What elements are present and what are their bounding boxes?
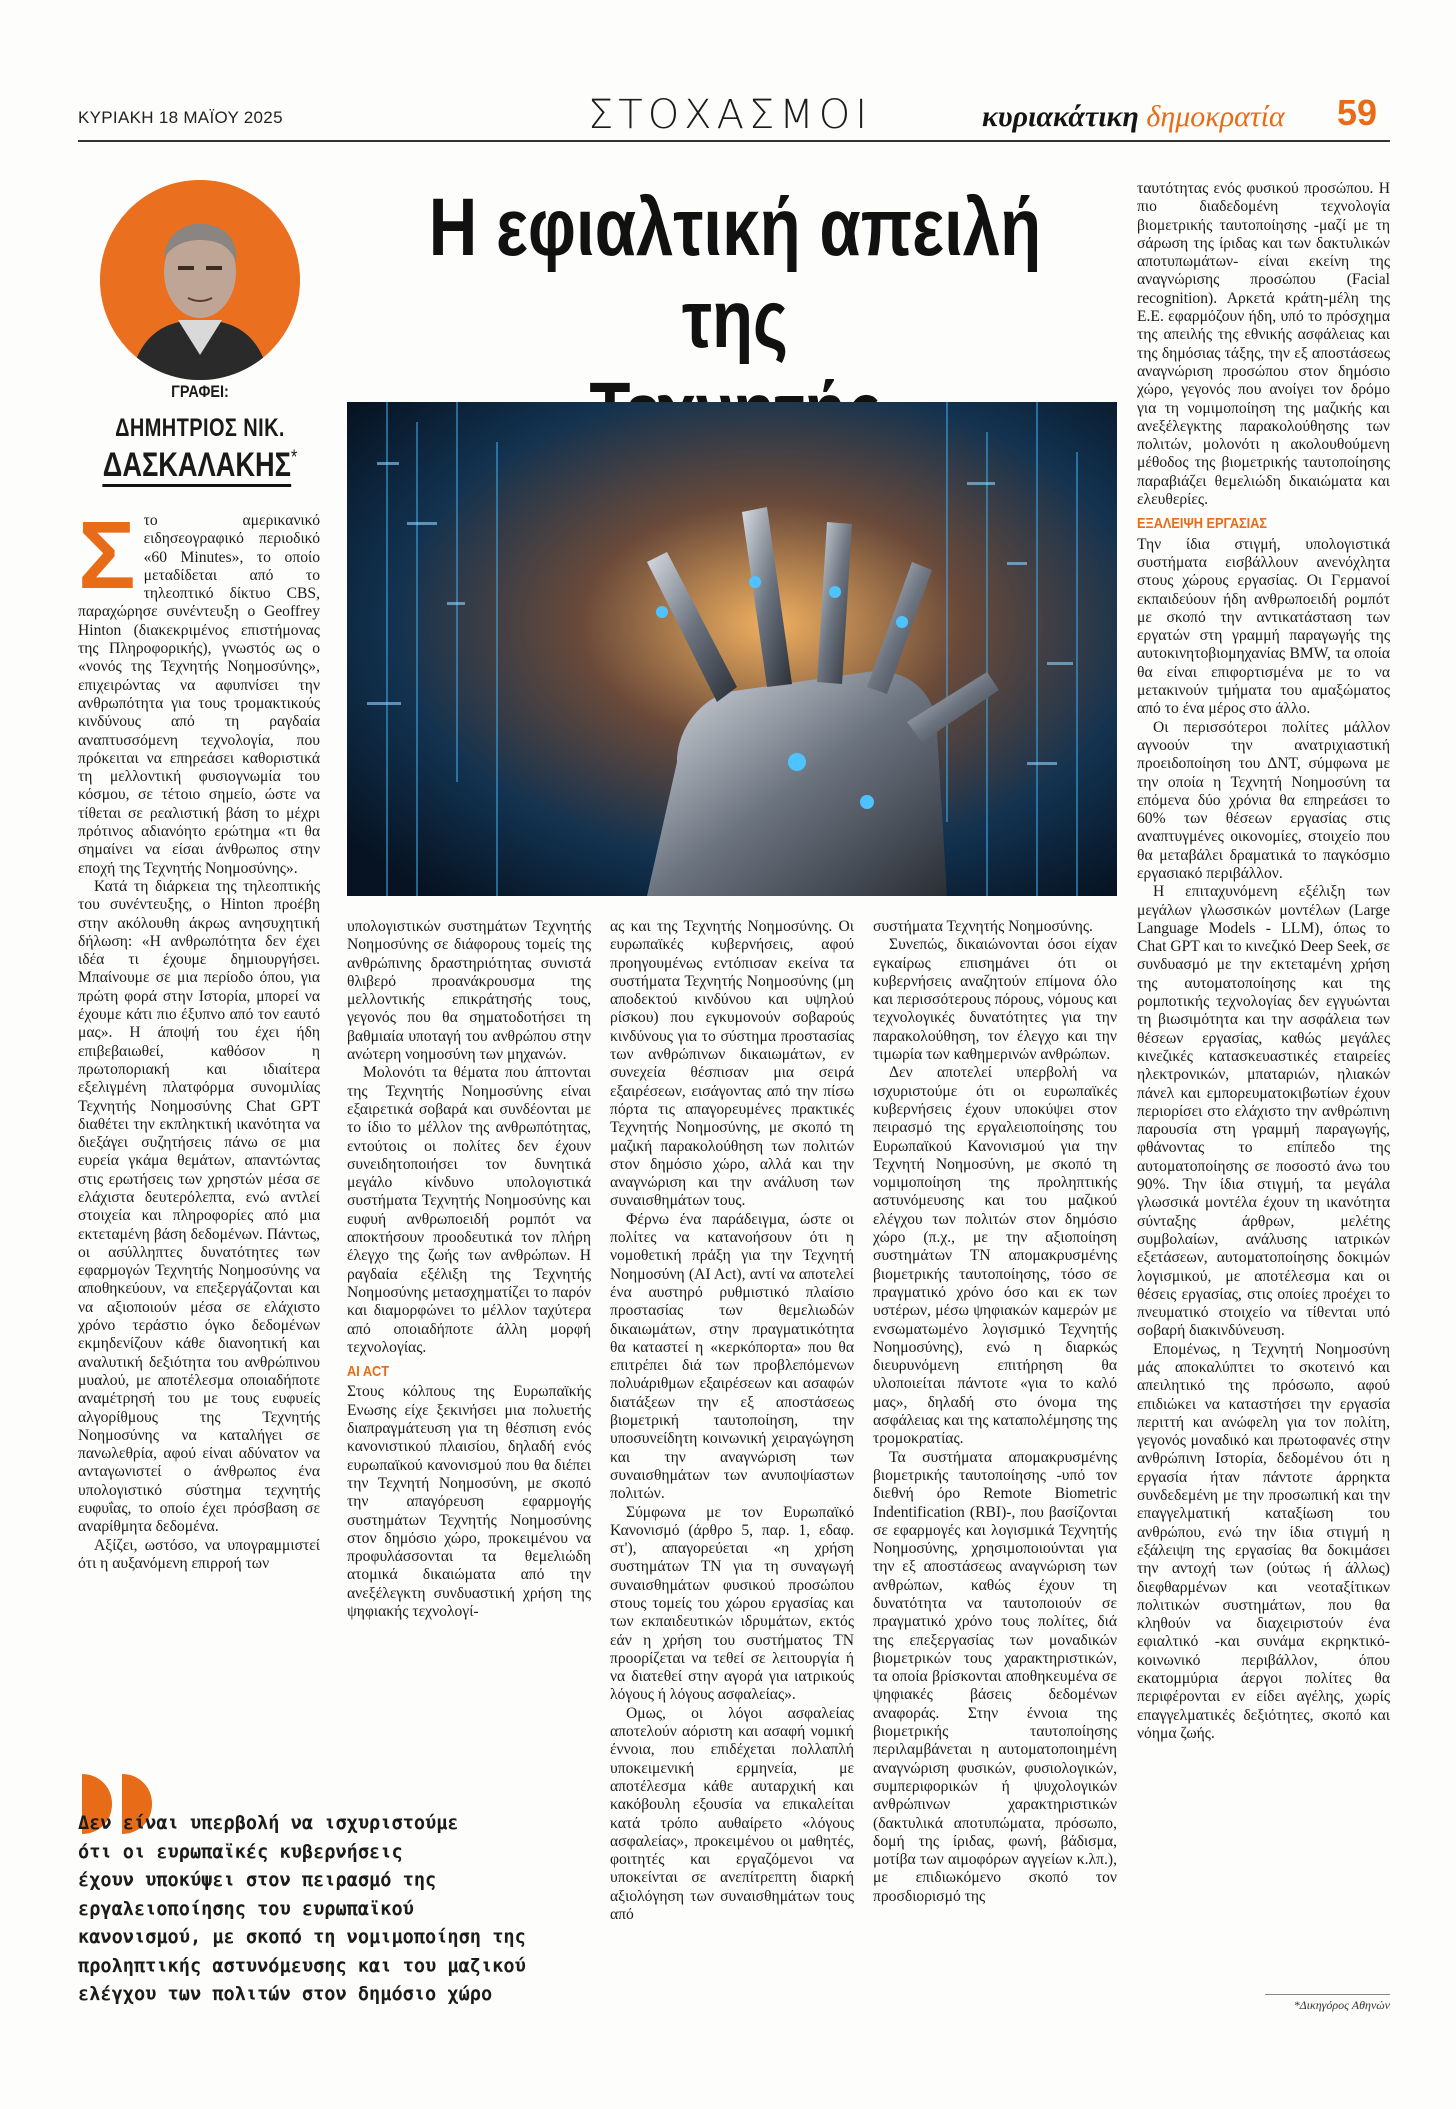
paragraph: Συνεπώς, δικαιώνονται όσοι είχαν εγκαίρως επισημάνει ότι οι κυβερνήσεις αναζητούν επίμονα όλο και περισσότερους πόρους, νόμους και τεχνολογικές δυνατότητες για την παρακολούθηση, τον έλεγχο και την τιμωρία των καθημερινών ανθρώπων. [873, 936, 1117, 1064]
paragraph: Οι περισσότεροι πολίτες μάλλον αγνοούν την ανατριχιαστική προειδοποίηση του ΔΝΤ, σύμφωνα με την οποία η Τεχνητή Νοημοσύνη τα επόμενα δύο χρόνια θα επηρεάσει το 60% των θέσεων εργασίας στις αναπτυγμένες οικονομίες, στοιχείο που θα μεταβάλει δραματικά το παγκόσμιο εργασιακό περιβάλλον. [1137, 718, 1390, 882]
author-asterisk: * [290, 446, 298, 469]
article-column-3 [610, 918, 854, 2028]
article-column-1 [78, 512, 320, 1697]
paragraph: Την ίδια στιγμή, υπολογιστικά συστήματα εισβάλλουν ανενόχλητα στους χώρους εργασίας. Οι Γερμανοί εκπαιδεύουν ήδη ανθρωποειδή ρομπότ με σκοπό την αντικατάσταση των εργατών στη γραμμή παραγωγής της αυτοκινητοβιομηχανίας BMW, τα οποία θα είναι επιφορτισμένα με το να μετακινούν τμήματα του αμαξώματος από το ένα μέρος στο άλλο. [1137, 535, 1390, 718]
section-title: ΣΤΟΧΑΣΜΟΙ [587, 92, 873, 138]
logo-bold-part: κυριακάτικη [982, 100, 1139, 133]
byline-role: ΓΡΑΦΕΙ: [171, 382, 229, 401]
paragraph: Σύμφωνα με τον Ευρωπαϊκό Κανονισμό (άρθρο 5, παρ. 1, εδαφ. στ'), απαγορεύεται «η χρήση συστημάτων ΤΝ για τη συναγωγή συναισθημάτων φυσικού προσώπου στους τομείς του χώρου εργασίας και των εκπαιδευτικών ιδρυμάτων, εκτός εάν η χρήση του συστήματος ΤΝ προορίζεται να τεθεί σε λειτουργία ή να διατεθεί στην αγορά για ιατρικούς λόγους ή λόγους ασφαλείας». [610, 1503, 854, 1704]
hero-image [347, 402, 1117, 896]
paragraph: Η επιταχυνόμενη εξέλιξη των μεγάλων γλωσσικών μοντέλων (Large Language Models - LLM), όπως το Chat GPT και το κινεζικό Deep Seek, σε συνδυασμό με την εκτεταμένη χρήση της αυτοματοποίησης και της ρομποτικής τεχνολογίας δεν εγγυώνται τη βιωσιμότητα και την ασφάλεια των θέσεων εργασίας, καθώς μεγάλες κινεζικές κατασκευαστικές εταιρείες ηλεκτρονικών, μπαταριών, ηλιακών πάνελ και εμπορευματοκιβωτίων έχουν περιορίσει στο ελάχιστο την ανθρώπινη παρουσία στη γραμμή παραγωγής, φθάνοντας το επίπεδο της αυτοματοποίησης σε ποσοστό άνω του 90%. Την ίδια στιγμή, τα μεγάλα γλωσσικά μοντέλα έχουν τη ικανότητα σύνταξης άρθρων, μελέτης συμβολαίων, ανάλυσης ιατρικών εξετάσεων, αυτοματοποίησης δοκιμών λογισμικού, με αποτέλεσμα και οι θέσεις εργασίας, στις οποίες προέχει το πνευματικό στοιχείο να τίθενται υπό σοβαρή διακινδύνευση. [1137, 883, 1390, 1340]
pull-quote-line: ότι οι ευρωπαϊκές κυβερνήσεις [78, 1841, 403, 1863]
robot-hand-icon [347, 402, 1117, 896]
drop-cap: Σ [78, 512, 136, 609]
pull-quote [78, 1810, 578, 2010]
pull-quote-line: προληπτικής αστυνόμευσης και του μαζικού [78, 1955, 526, 1977]
paragraph: το αμερικανικό ειδησεογραφικό περιοδικό «60 Minutes», το οποίο μεταδίδεται από το τηλεοπτικό δίκτυο CBS, παραχώρησε συνέντευξη ο Geoffrey Hinton (διακεκριμένος επιστήμονας της Πληροφορικής), γνωστός ως ο «νονός της Τεχνητής Νοημοσύνης», επιχειρώντας να αφυπνίσει την ανθρωπότητα για τους τρομακτικούς κινδύνους από τη ραγδαία αναπτυσσόμενη τεχνολογία, που πρόκειται να επηρεάσει καθοριστικά τη μελλοντική φυσιογνωμία του κόσμου, σε τέτοιο σημείο, ώστε να τίθεται σε ρεαλιστική βάση το μέχρι πρότινος αδιανόητο ερώτημα «τι θα σημαίνει να είσαι άνθρωπος στην εποχή της Τεχνητής Νοημοσύνης». [78, 512, 320, 877]
author-footnote: *Δικηγόρος Αθηνών [1265, 1994, 1390, 2013]
paragraph: Μολονότι τα θέματα που άπτονται της Τεχνητής Νοημοσύνης είναι εξαιρετικά σοβαρά και συνδέονται με το ίδιο το μέλλον της ανθρωπότητας, εντούτοις οι πολίτες δεν έχουν συνειδητοποιήσει τον δυνητικά μεγάλο κίνδυνο υπολογιστικά συστήματα Τεχνητής Νοημοσύνης και ευφυή ανθρωποειδή ρομπότ να αποκτήσουν προοδευτικά τον πλήρη έλεγχο της ζωής των ανθρώπων. Η ραγδαία εξέλιξη της Τεχνητής Νοημοσύνης μετασχηματίζει το παρόν και διαμορφώνει το μέλλον ταχύτερα από οποιαδήποτε άλλη μορφή τεχνολογίας. [347, 1064, 591, 1356]
paragraph: Τα συστήματα απομακρυσμένης βιομετρικής ταυτοποίησης -υπό τον διεθνή όρο Remote Biometric Indentification (RBI)-, που βασίζονται σε εφαρμογές και λογισμικά Τεχνητής Νοημοσύνης, χρησιμοποιούνται για την εξ αποστάσεως αναγνώριση των ανθρώπων, καθώς έχουν τη δυνατότητα να ταυτοποιούν σε πραγματικό χρόνο τους πολίτες, διά της επεξεργασίας των μοναδικών βιομετρικών τους χαρακτηριστικών, τα οποία βρίσκονται αποθηκευμένα σε ψηφιακές βάσεις δεδομένων αναφοράς. Στην έννοια της βιομετρικής ταυτοποίησης περιλαμβάνεται η αυτοματοποιημένη αναγνώριση φυσικών, φυσιολογικών, συμπεριφορικών ή ψυχολογικών ανθρώπινων χαρακτηριστικών (δακτυλικά αποτυπώματα, πρόσωπο, δομή της ίριδας, φωνή, βάδισμα, μοτίβα των αιμοφόρων αγγείων κ.λπ.), με επιδιωκόμενο σκοπό τον προσδιορισμό της [873, 1448, 1117, 1905]
author-surname-line [96, 446, 304, 485]
paragraph: Στους κόλπους της Ευρωπαϊκής Ενωσης είχε ξεκινήσει μια πολυετής διαπραγμάτευση για τη θέσπιση ενός κανονιστικού πλαισίου, δηλαδή ενός ευρωπαϊκού κανονισμού που θα διέπει την Τεχνητή Νοημοσύνη, με σκοπό την απαγόρευση εφαρμογής συστημάτων Τεχνητής Νοημοσύνης στον δημόσιο χώρο, προκειμένου να προφυλάσσονται τα θεμελιώδη ατομικά δικαιώματα από την ανεξέλεγκτη συνδυαστική χρήση της ψηφιακής τεχνολογί- [347, 1383, 591, 1620]
author-portrait-icon [100, 180, 300, 380]
author-surname: ΔΑΣΚΑΛΑΚΗΣ [103, 446, 291, 487]
headline-line-1: Η εφιαλτική απειλή της [428, 182, 1042, 365]
logo-light-part: δημοκρατία [1146, 100, 1285, 133]
paragraph: συστήματα Τεχνητής Νοημοσύνης. [873, 918, 1093, 935]
paragraph: Ομως, οι λόγοι ασφαλείας αποτελούν αόριστη και ασαφή νομική έννοια, που επιδέχεται πολλαπλή υποκειμενική ερμηνεία, με αποτέλεσμα κάθε αυταρχική και κακόβουλη εξουσία να επικαλείται κατά τρόπο αυθαίρετο «λόγους ασφαλείας», προκειμένου οι μαθητές, φοιτητές και εργαζόμενοι να υποκείνται σε ανεπίτρεπτη διαρκή αξιολόγηση των συναισθημάτων τους από [610, 1704, 854, 1924]
subheading: AI ACT [347, 1363, 390, 1381]
article-column-5 [1137, 180, 1390, 1997]
subheading: ΕΞΑΛΕΙΨΗ ΕΡΓΑΣΙΑΣ [1137, 515, 1268, 533]
issue-date: ΚΥΡΙΑΚΗ 18 ΜΑΪΟΥ 2025 [78, 108, 283, 127]
page-number: 59 [1337, 92, 1378, 133]
paragraph: Αξίζει, ωστόσο, να υπογραμμιστεί ότι η αυξανόμενη επιρροή των [78, 1536, 320, 1572]
paragraph: Κατά τη διάρκεια της τηλεοπτικής του συνέντευξης, ο Hinton προέβη στην ακόλουθη άκρως ανησυχητική δήλωση: «Η ανθρωπότητα δεν έχει ιδέα τι έχουμε δημιουργήσει. Μπαίνουμε σε μια περίοδο όπου, για πρώτη φορά στην Ιστορία, μπορεί να έχουμε κάτι πιο έξυπνο από τον εαυτό μας». Η άποψή του έχει ήδη επιβεβαιωθεί, καθόσον η πρωτοποριακή και ιδιαίτερα εξελιγμένη πλατφόρμα συνομιλίας Τεχνητής Νοημοσύνης Chat GPT διαθέτει την εκπληκτική ικανότητα να διεξάγει συζητήσεις πάνω σε μια ευρεία γκάμα θεμάτων, απαντώντας στις ερωτήσεις των χρηστών μέσα σε ελάχιστα δευτερόλεπτα, ενώ αντλεί στοιχεία και πληροφορίες από μια εκτεταμένη βάση δεδομένων. Πάντως, οι ασύλληπτες δυνατότητες των εφαρμογών Τεχνητής Νοημοσύνης να αποθηκεύουν, να επεξεργάζονται και να αξιοποιούν μέσα σε ελάχιστο χρόνο τεράστιο όγκο δεδομένων εκμηδενίζουν κάθε διανοητική και αναλυτική δεξιότητα του ανθρώπινου μυαλού, με αποτέλεσμα οποιαδήποτε αναμέτρησή του με τους ευφυείς αλγορίθμους της Τεχνητής Νοημοσύνης να καταλήγει σε πανωλεθρία, αφού είναι αδύνατον να ανταγωνιστεί ο άνθρωπος ένα υπολογιστικό σύστημα τεχνητής ευφυΐας, το οποίο έχει πρόσβαση σε αναρίθμητα δεδομένα. [78, 877, 320, 1536]
pull-quote-line: Δεν είναι υπερβολή να ισχυριστούμε [78, 1813, 459, 1834]
paragraph: ας και της Τεχνητής Νοημοσύνης. Οι ευρωπαϊκές κυβερνήσεις, αφού προηγουμένως εντόπισαν εκείνα τα συστήματα Τεχνητής Νοημοσύνης (μη αποδεκτού κινδύνου και υψηλού ρίσκου) που εγκυμονούν σοβαρούς κινδύνους για το σύστημα προστασίας των ανθρώπινων δικαιωμάτων, εν συνεχεία θέσπισαν μια σειρά εξαιρέσεων, εισάγοντας από την πίσω πόρτα τις απαγορευμένες πρακτικές Τεχνητής Νοημοσύνης, με σκοπό τη μαζική παρακολούθηση των πολιτών στον δημόσιο χώρο, αλλά και την αναγνώριση και την ανάλυση των συναισθημάτων τους. [610, 918, 854, 1210]
pull-quote-line: εργαλειοποίησης του ευρωπαϊκού [78, 1898, 414, 1920]
paragraph: Επομένως, η Τεχνητή Νοημοσύνη μάς αποκαλύπτει το σκοτεινό και απειλητικό της πρόσωπο, αφού επιδιώκει να καταστήσει την εργασία περιττή και ανώφελη για τον πολίτη, γεγονός μοναδικό και πρωτοφανές στην ανθρώπινη Ιστορία, δεδομένου ότι η εργασία ήταν πάντοτε άρρηκτα συνδεδεμένη με την προσωπική και την επαγγελματική καταξίωση του ανθρώπου, ενώ την ίδια στιγμή η εξάλειψη της εργασίας θα δοκιμάσει την αντοχή των (ούτως ή άλλως) διεφθαρμένων και νεοταξίτικων πολιτικών συστημάτων, που θα κληθούν να διαχειριστούν ένα εφιαλτικό -και συνάμα εκρηκτικό- κοινωνικό περιβάλλον, όπου εκατομμύρια άεργοι πολίτες θα περιφέρονται εν είδει αγέλης, χωρίς επαγγελματικές δεξιότητες, σκοπό και νόημα ζωής. [1137, 1340, 1390, 1742]
pull-quote-line: έχουν υποκύψει στον πειρασμό της [78, 1870, 437, 1891]
author-first-name: ΔΗΜΗΤΡΙΟΣ ΝΙΚ. [115, 414, 285, 442]
paragraph: Δεν αποτελεί υπερβολή να ισχυριστούμε ότι οι ευρωπαϊκές κυβερνήσεις έχουν υποκύψει στον πειρασμό της εργαλειοποίησης του Ευρωπαϊκού Κανονισμού για την Τεχνητή Νοημοσύνη, με σκοπό τη νομιμοποίηση της προληπτικής αστυνόμευσης και του μαζικού ελέγχου των πολιτών στον δημόσιο χώρο (π.χ., με την αξιοποίηση συστημάτων ΤΝ απομακρυσμένης βιομετρικής ταυτοποίησης, τόσο σε πραγματικό χρόνο όσο και εκ των υστέρων, μέσω ψηφιακών καμερών με ενσωματωμένο λογισμικό Τεχνητής Νοημοσύνης), ενώ η διαρκώς διευρυνόμενη επιτήρηση θα υλοποιείται πάντοτε «για το καλό μας», δηλαδή στο όνομα της ασφάλειας και της καταπολέμησης της τρομοκρατίας. [873, 1064, 1117, 1448]
pull-quote-line: ελέγχου των πολιτών στον δημόσιο χώρο [78, 1984, 493, 2005]
article-column-2 [347, 918, 591, 1713]
paragraph: ταυτότητας ενός φυσικού προσώπου. Η πιο διαδεδομένη τεχνολογία βιομετρικής ταυτοποίησης -μαζί με τη σάρωση της ίριδας και των δακτυλικών αποτυπωμάτων- είναι εκείνη της αναγνώρισης προσώπου (Facial recognition). Αρκετά κράτη-μέλη της Ε.Ε. εφαρμόζουν ήδη, υπό το πρόσχημα της απειλής της εθνικής ασφάλειας και της δημόσιας τάξης, την εξ αποστάσεως αναγνώριση προσώπου στον δημόσιο χώρο, γεγονός που ανοίγει τον δρόμο για τη νομιμοποίηση της μαζικής και ανεξέλεγκτης παρακολούθησης των πολιτών, μολονότι η ακολουθούμενη μέθοδος της βιομετρικής ταυτοποίησης παραβιάζει θεμελιώδη δικαιώματα και ελευθερίες. [1137, 180, 1390, 509]
pull-quote-line: κανονισμού, με σκοπό τη νομιμοποίηση της [78, 1927, 526, 1948]
author-avatar [100, 180, 300, 380]
paragraph: Φέρνω ένα παράδειγμα, ώστε οι πολίτες να κατανοήσουν ότι η νομοθετική πράξη για την Τεχνητή Νοημοσύνη (AI Act), αντί να αποτελεί ένα αυστηρό ρυθμιστικό πλαίσιο προστασίας των θεμελιωδών δικαιωμάτων, στην πραγματικότητα θα καταστεί η «κερκόπορτα» που θα επιτρέπει διά των προβλεπόμενων πολυάριθμων εξαιρέσεων και ασαφών διατάξεων την εξ αποστάσεως βιομετρική ταυτοποίηση, την υποσυνείδητη κοινωνική χειραγώγηση και την αναγνώριση των συναισθημάτων των ανυποψίαστων πολιτών. [610, 1210, 854, 1503]
paragraph: υπολογιστικών συστημάτων Τεχνητής Νοημοσύνης σε διάφορους τομείς της ανθρώπινης δραστηριότητας συνιστά θλιβερό προανάκρουσμα της μελλοντικής επικράτησής τους, γεγονός που θα σηματοδοτήσει τη βαθμιαία υποταγή του ανθρώπου στην ανώτερη νοημοσύνη των μηχανών. [347, 918, 591, 1064]
article-column-4 [873, 918, 1117, 2028]
header-divider [78, 140, 1390, 142]
newspaper-logo [982, 100, 1285, 134]
